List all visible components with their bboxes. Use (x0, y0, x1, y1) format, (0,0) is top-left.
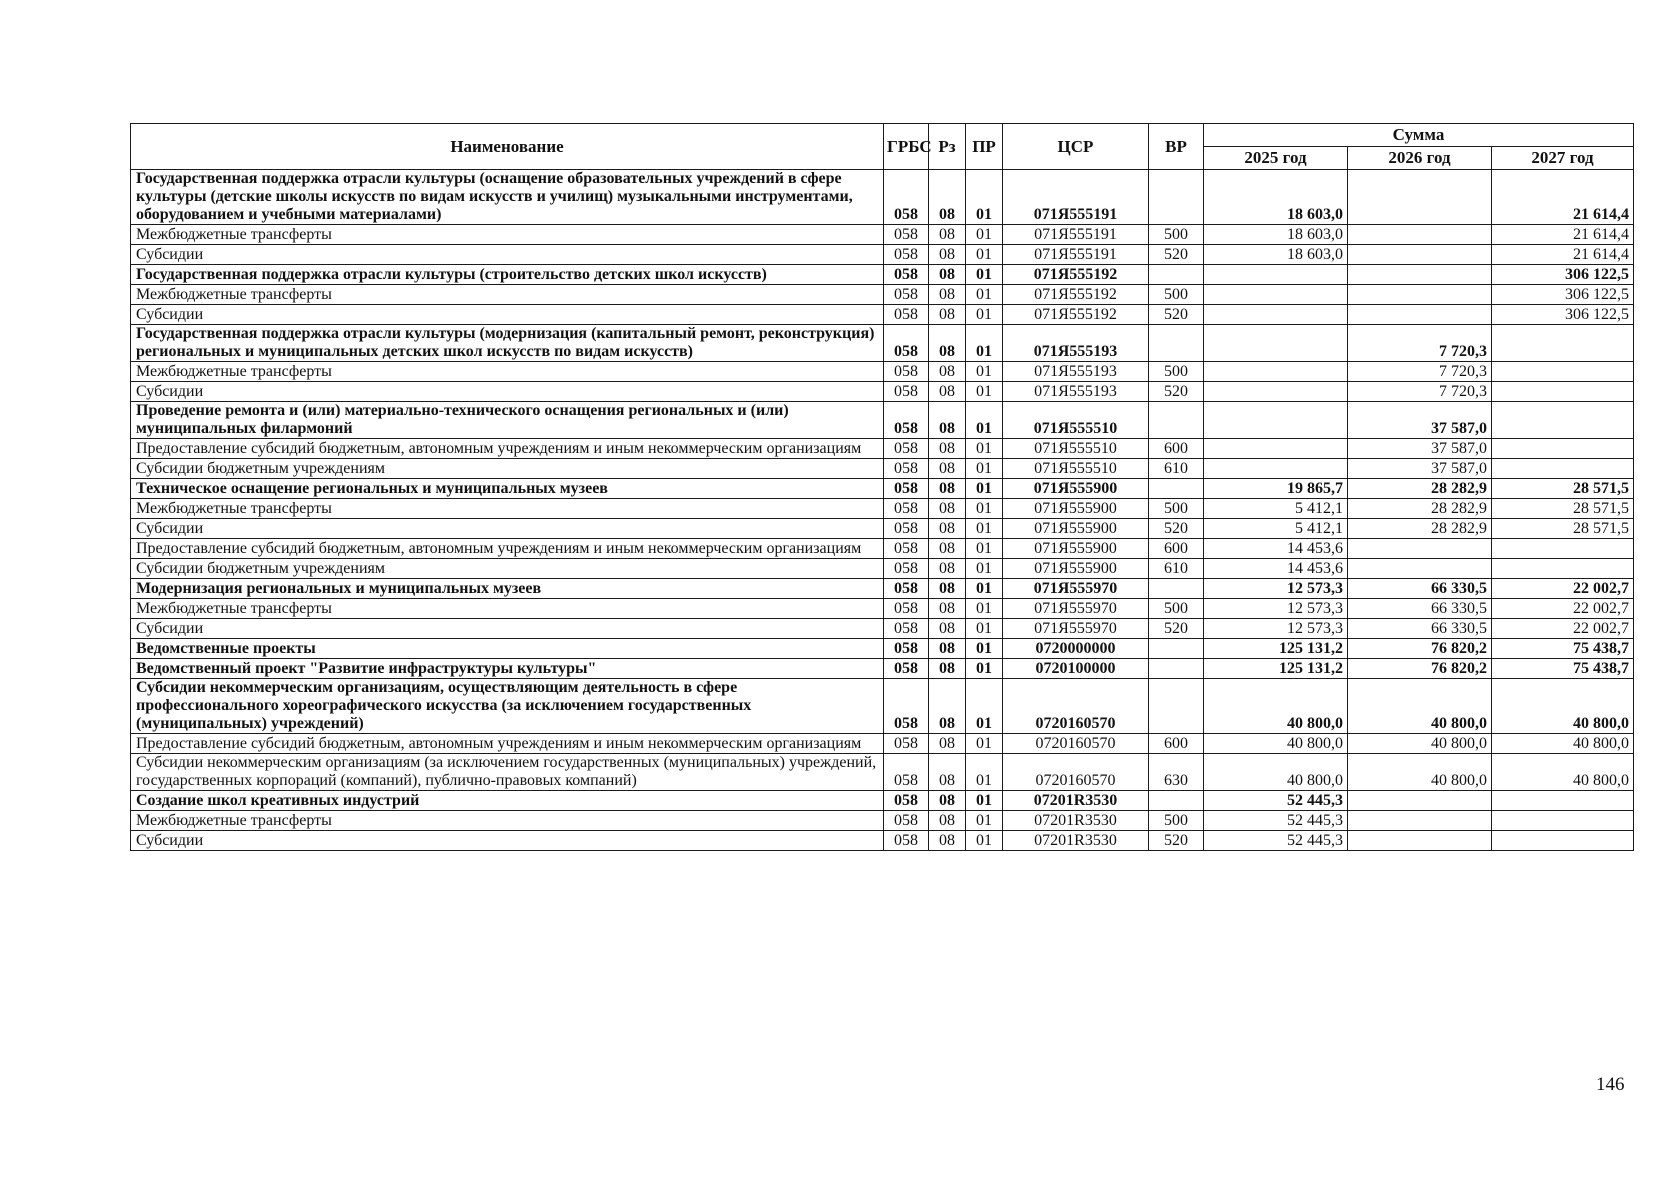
cell-rz: 08 (929, 170, 966, 225)
cell-y2026: 37 587,0 (1348, 459, 1492, 479)
cell-y2026: 37 587,0 (1348, 402, 1492, 439)
header-name: Наименование (131, 124, 884, 170)
cell-y2027: 40 800,0 (1492, 754, 1634, 791)
cell-pr: 01 (966, 639, 1003, 659)
cell-rz: 08 (929, 439, 966, 459)
cell-name: Государственная поддержка отрасли культуры (модернизация (капитальный ремонт, реконструкция) региональных и муниципальных детских школ искусств по видам искусств) (131, 325, 884, 362)
cell-csr: 071Я555900 (1003, 559, 1149, 579)
cell-y2027: 21 614,4 (1492, 245, 1634, 265)
cell-y2027: 306 122,5 (1492, 265, 1634, 285)
cell-y2025: 12 573,3 (1204, 599, 1348, 619)
cell-name: Предоставление субсидий бюджетным, автономным учреждениям и иным некоммерческим организациям (131, 734, 884, 754)
table-row (131, 831, 1634, 851)
cell-csr: 071Я555510 (1003, 439, 1149, 459)
table-row (131, 439, 1634, 459)
budget-table (130, 123, 1634, 851)
cell-y2026 (1348, 285, 1492, 305)
cell-grbs: 058 (884, 619, 929, 639)
cell-csr: 0720000000 (1003, 639, 1149, 659)
cell-rz: 08 (929, 559, 966, 579)
cell-grbs: 058 (884, 831, 929, 851)
cell-y2025 (1204, 402, 1348, 439)
cell-rz: 08 (929, 734, 966, 754)
cell-y2025: 18 603,0 (1204, 245, 1348, 265)
cell-y2026: 40 800,0 (1348, 734, 1492, 754)
cell-rz: 08 (929, 225, 966, 245)
cell-csr: 071Я555191 (1003, 170, 1149, 225)
table-row (131, 579, 1634, 599)
cell-y2027: 21 614,4 (1492, 170, 1634, 225)
cell-vr (1149, 579, 1204, 599)
cell-grbs: 058 (884, 402, 929, 439)
cell-name: Проведение ремонта и (или) материально-технического оснащения региональных и (или) муниципальных филармоний (131, 402, 884, 439)
cell-y2027 (1492, 831, 1634, 851)
cell-y2026 (1348, 225, 1492, 245)
cell-grbs: 058 (884, 439, 929, 459)
cell-vr: 520 (1149, 382, 1204, 402)
cell-y2026 (1348, 831, 1492, 851)
cell-y2025: 5 412,1 (1204, 499, 1348, 519)
cell-y2026 (1348, 791, 1492, 811)
cell-rz: 08 (929, 459, 966, 479)
cell-name: Государственная поддержка отрасли культуры (оснащение образовательных учреждений в сфере культуры (детские школы искусств по видам искусств и училищ) музыкальными инструментами, оборудованием и учебными материалами) (131, 170, 884, 225)
cell-grbs: 058 (884, 639, 929, 659)
cell-y2027 (1492, 402, 1634, 439)
cell-rz: 08 (929, 811, 966, 831)
cell-y2027 (1492, 559, 1634, 579)
cell-csr: 071Я555191 (1003, 245, 1149, 265)
table-row (131, 599, 1634, 619)
table-row (131, 619, 1634, 639)
cell-y2027 (1492, 791, 1634, 811)
table-body (131, 170, 1634, 851)
table-row (131, 734, 1634, 754)
cell-name: Субсидии (131, 831, 884, 851)
cell-y2026: 76 820,2 (1348, 639, 1492, 659)
header-year-2027: 2027 год (1492, 147, 1634, 170)
cell-y2025: 14 453,6 (1204, 559, 1348, 579)
cell-y2026 (1348, 265, 1492, 285)
table-row (131, 225, 1634, 245)
cell-vr: 500 (1149, 599, 1204, 619)
cell-rz: 08 (929, 831, 966, 851)
cell-vr: 520 (1149, 245, 1204, 265)
cell-vr: 500 (1149, 811, 1204, 831)
table-row (131, 305, 1634, 325)
cell-rz: 08 (929, 382, 966, 402)
cell-csr: 07201R3530 (1003, 791, 1149, 811)
cell-vr (1149, 170, 1204, 225)
cell-y2027 (1492, 811, 1634, 831)
cell-rz: 08 (929, 325, 966, 362)
cell-vr: 630 (1149, 754, 1204, 791)
cell-y2025: 52 445,3 (1204, 791, 1348, 811)
cell-rz: 08 (929, 245, 966, 265)
cell-grbs: 058 (884, 170, 929, 225)
cell-y2025 (1204, 265, 1348, 285)
cell-grbs: 058 (884, 382, 929, 402)
header-grbs: ГРБС (884, 124, 929, 170)
cell-grbs: 058 (884, 734, 929, 754)
cell-name: Межбюджетные трансферты (131, 285, 884, 305)
cell-vr: 500 (1149, 285, 1204, 305)
cell-grbs: 058 (884, 579, 929, 599)
cell-pr: 01 (966, 791, 1003, 811)
cell-rz: 08 (929, 479, 966, 499)
cell-csr: 071Я555970 (1003, 619, 1149, 639)
cell-csr: 0720100000 (1003, 659, 1149, 679)
cell-y2025 (1204, 459, 1348, 479)
cell-y2025: 14 453,6 (1204, 539, 1348, 559)
cell-y2026 (1348, 539, 1492, 559)
cell-y2025 (1204, 382, 1348, 402)
table-row (131, 791, 1634, 811)
cell-y2025: 125 131,2 (1204, 639, 1348, 659)
cell-rz: 08 (929, 599, 966, 619)
cell-name: Ведомственные проекты (131, 639, 884, 659)
cell-y2027: 22 002,7 (1492, 599, 1634, 619)
cell-name: Межбюджетные трансферты (131, 225, 884, 245)
cell-rz: 08 (929, 791, 966, 811)
cell-csr: 071Я555193 (1003, 325, 1149, 362)
cell-grbs: 058 (884, 499, 929, 519)
table-row (131, 245, 1634, 265)
cell-csr: 071Я555900 (1003, 539, 1149, 559)
table-row (131, 754, 1634, 791)
cell-pr: 01 (966, 579, 1003, 599)
cell-y2027 (1492, 439, 1634, 459)
cell-grbs: 058 (884, 659, 929, 679)
cell-y2026: 7 720,3 (1348, 325, 1492, 362)
cell-name: Ведомственный проект "Развитие инфраструктуры культуры" (131, 659, 884, 679)
cell-vr (1149, 402, 1204, 439)
table-row (131, 539, 1634, 559)
cell-name: Субсидии бюджетным учреждениям (131, 559, 884, 579)
cell-name: Техническое оснащение региональных и муниципальных музеев (131, 479, 884, 499)
cell-rz: 08 (929, 265, 966, 285)
cell-name: Межбюджетные трансферты (131, 599, 884, 619)
cell-y2027: 21 614,4 (1492, 225, 1634, 245)
cell-name: Субсидии некоммерческим организациям, осуществляющим деятельность в сфере профессионального хореографического искусства (за исключением государственных (муниципальных) учреждений) (131, 679, 884, 734)
cell-name: Субсидии (131, 519, 884, 539)
cell-grbs: 058 (884, 754, 929, 791)
cell-vr: 520 (1149, 831, 1204, 851)
table-row (131, 459, 1634, 479)
cell-pr: 01 (966, 459, 1003, 479)
cell-rz: 08 (929, 402, 966, 439)
cell-pr: 01 (966, 225, 1003, 245)
cell-csr: 0720160570 (1003, 754, 1149, 791)
cell-y2025 (1204, 362, 1348, 382)
header-pr: ПР (966, 124, 1003, 170)
cell-y2025: 18 603,0 (1204, 225, 1348, 245)
table-row (131, 325, 1634, 362)
cell-name: Межбюджетные трансферты (131, 499, 884, 519)
cell-y2026: 76 820,2 (1348, 659, 1492, 679)
cell-csr: 071Я555900 (1003, 519, 1149, 539)
cell-y2026: 7 720,3 (1348, 362, 1492, 382)
cell-y2026: 28 282,9 (1348, 479, 1492, 499)
cell-y2027: 40 800,0 (1492, 679, 1634, 734)
cell-grbs: 058 (884, 285, 929, 305)
cell-name: Предоставление субсидий бюджетным, автономным учреждениям и иным некоммерческим организациям (131, 539, 884, 559)
cell-rz: 08 (929, 519, 966, 539)
cell-pr: 01 (966, 599, 1003, 619)
table-row (131, 170, 1634, 225)
cell-rz: 08 (929, 659, 966, 679)
cell-y2027: 75 438,7 (1492, 639, 1634, 659)
cell-csr: 071Я555900 (1003, 479, 1149, 499)
cell-name: Предоставление субсидий бюджетным, автономным учреждениям и иным некоммерческим организациям (131, 439, 884, 459)
cell-csr: 0720160570 (1003, 734, 1149, 754)
table-row (131, 265, 1634, 285)
cell-y2025 (1204, 439, 1348, 459)
cell-rz: 08 (929, 362, 966, 382)
cell-vr (1149, 265, 1204, 285)
cell-pr: 01 (966, 499, 1003, 519)
cell-grbs: 058 (884, 325, 929, 362)
cell-vr: 600 (1149, 539, 1204, 559)
cell-pr: 01 (966, 559, 1003, 579)
cell-y2027 (1492, 539, 1634, 559)
cell-csr: 071Я555970 (1003, 579, 1149, 599)
cell-y2026 (1348, 811, 1492, 831)
cell-y2027: 28 571,5 (1492, 499, 1634, 519)
cell-name: Государственная поддержка отрасли культуры (строительство детских школ искусств) (131, 265, 884, 285)
table-row (131, 519, 1634, 539)
cell-csr: 071Я555900 (1003, 499, 1149, 519)
cell-y2026: 66 330,5 (1348, 599, 1492, 619)
cell-y2025: 52 445,3 (1204, 811, 1348, 831)
cell-vr: 610 (1149, 459, 1204, 479)
cell-y2025: 125 131,2 (1204, 659, 1348, 679)
cell-vr (1149, 791, 1204, 811)
cell-pr: 01 (966, 754, 1003, 791)
cell-y2025: 18 603,0 (1204, 170, 1348, 225)
cell-y2027 (1492, 382, 1634, 402)
cell-vr: 520 (1149, 619, 1204, 639)
cell-pr: 01 (966, 831, 1003, 851)
cell-y2025 (1204, 325, 1348, 362)
cell-rz: 08 (929, 579, 966, 599)
cell-grbs: 058 (884, 679, 929, 734)
cell-grbs: 058 (884, 559, 929, 579)
cell-name: Субсидии (131, 382, 884, 402)
cell-name: Создание школ креативных индустрий (131, 791, 884, 811)
cell-grbs: 058 (884, 245, 929, 265)
cell-grbs: 058 (884, 305, 929, 325)
header-vr: ВР (1149, 124, 1204, 170)
cell-rz: 08 (929, 639, 966, 659)
cell-rz: 08 (929, 499, 966, 519)
cell-pr: 01 (966, 265, 1003, 285)
table-row (131, 811, 1634, 831)
cell-csr: 071Я555970 (1003, 599, 1149, 619)
cell-y2026: 7 720,3 (1348, 382, 1492, 402)
cell-y2026: 66 330,5 (1348, 579, 1492, 599)
cell-csr: 07201R3530 (1003, 831, 1149, 851)
cell-name: Субсидии (131, 305, 884, 325)
cell-y2025: 40 800,0 (1204, 754, 1348, 791)
cell-grbs: 058 (884, 811, 929, 831)
cell-vr: 600 (1149, 734, 1204, 754)
table-row (131, 402, 1634, 439)
table-row (131, 285, 1634, 305)
cell-rz: 08 (929, 305, 966, 325)
cell-csr: 071Я555193 (1003, 362, 1149, 382)
cell-rz: 08 (929, 754, 966, 791)
cell-y2025: 5 412,1 (1204, 519, 1348, 539)
cell-grbs: 058 (884, 265, 929, 285)
cell-name: Субсидии (131, 245, 884, 265)
cell-y2026: 40 800,0 (1348, 754, 1492, 791)
cell-vr (1149, 639, 1204, 659)
cell-rz: 08 (929, 285, 966, 305)
cell-name: Субсидии некоммерческим организациям (за исключением государственных (муниципальных) учреждений, государственных корпораций (компаний), публично-правовых компаний) (131, 754, 884, 791)
cell-y2027: 75 438,7 (1492, 659, 1634, 679)
cell-name: Субсидии бюджетным учреждениям (131, 459, 884, 479)
cell-y2026 (1348, 305, 1492, 325)
cell-y2025 (1204, 285, 1348, 305)
cell-name: Межбюджетные трансферты (131, 811, 884, 831)
cell-vr (1149, 679, 1204, 734)
cell-pr: 01 (966, 539, 1003, 559)
table-row (131, 659, 1634, 679)
table-row (131, 679, 1634, 734)
cell-vr: 500 (1149, 225, 1204, 245)
header-row-1 (131, 124, 1634, 147)
cell-y2027: 306 122,5 (1492, 305, 1634, 325)
table-row (131, 559, 1634, 579)
page-number: 146 (1596, 1074, 1625, 1095)
cell-y2026: 28 282,9 (1348, 519, 1492, 539)
table-row (131, 639, 1634, 659)
cell-grbs: 058 (884, 479, 929, 499)
cell-pr: 01 (966, 305, 1003, 325)
cell-csr: 071Я555193 (1003, 382, 1149, 402)
cell-y2027 (1492, 459, 1634, 479)
cell-y2026: 37 587,0 (1348, 439, 1492, 459)
cell-csr: 071Я555191 (1003, 225, 1149, 245)
cell-pr: 01 (966, 619, 1003, 639)
table-row (131, 362, 1634, 382)
cell-pr: 01 (966, 811, 1003, 831)
cell-grbs: 058 (884, 362, 929, 382)
cell-csr: 071Я555192 (1003, 285, 1149, 305)
cell-csr: 071Я555510 (1003, 402, 1149, 439)
cell-vr: 520 (1149, 305, 1204, 325)
cell-vr (1149, 479, 1204, 499)
cell-pr: 01 (966, 659, 1003, 679)
cell-pr: 01 (966, 362, 1003, 382)
cell-y2026: 66 330,5 (1348, 619, 1492, 639)
cell-rz: 08 (929, 679, 966, 734)
cell-vr (1149, 325, 1204, 362)
cell-pr: 01 (966, 734, 1003, 754)
cell-grbs: 058 (884, 459, 929, 479)
header-year-2026: 2026 год (1348, 147, 1492, 170)
cell-name: Модернизация региональных и муниципальных музеев (131, 579, 884, 599)
cell-name: Межбюджетные трансферты (131, 362, 884, 382)
cell-y2026: 28 282,9 (1348, 499, 1492, 519)
cell-vr: 610 (1149, 559, 1204, 579)
header-year-2025: 2025 год (1204, 147, 1348, 170)
cell-y2025: 19 865,7 (1204, 479, 1348, 499)
cell-rz: 08 (929, 619, 966, 639)
cell-grbs: 058 (884, 539, 929, 559)
cell-y2025 (1204, 305, 1348, 325)
cell-y2026 (1348, 559, 1492, 579)
cell-y2027: 22 002,7 (1492, 619, 1634, 639)
cell-pr: 01 (966, 679, 1003, 734)
cell-y2027: 40 800,0 (1492, 734, 1634, 754)
cell-y2027 (1492, 325, 1634, 362)
cell-grbs: 058 (884, 791, 929, 811)
cell-y2025: 12 573,3 (1204, 619, 1348, 639)
cell-vr (1149, 659, 1204, 679)
cell-y2027: 306 122,5 (1492, 285, 1634, 305)
cell-grbs: 058 (884, 519, 929, 539)
cell-csr: 07201R3530 (1003, 811, 1149, 831)
header-rz: Рз (929, 124, 966, 170)
table-row (131, 499, 1634, 519)
cell-pr: 01 (966, 382, 1003, 402)
cell-y2025: 12 573,3 (1204, 579, 1348, 599)
cell-vr: 520 (1149, 519, 1204, 539)
cell-pr: 01 (966, 519, 1003, 539)
cell-rz: 08 (929, 539, 966, 559)
cell-pr: 01 (966, 402, 1003, 439)
cell-grbs: 058 (884, 225, 929, 245)
cell-pr: 01 (966, 479, 1003, 499)
cell-name: Субсидии (131, 619, 884, 639)
cell-y2025: 40 800,0 (1204, 734, 1348, 754)
header-sum: Сумма (1204, 124, 1634, 147)
table-row (131, 479, 1634, 499)
cell-y2026 (1348, 245, 1492, 265)
cell-vr: 500 (1149, 499, 1204, 519)
cell-vr: 600 (1149, 439, 1204, 459)
header-csr: ЦСР (1003, 124, 1149, 170)
cell-y2026 (1348, 170, 1492, 225)
cell-y2027: 22 002,7 (1492, 579, 1634, 599)
cell-y2025: 52 445,3 (1204, 831, 1348, 851)
cell-csr: 071Я555510 (1003, 459, 1149, 479)
cell-pr: 01 (966, 285, 1003, 305)
cell-y2027: 28 571,5 (1492, 479, 1634, 499)
cell-pr: 01 (966, 325, 1003, 362)
cell-csr: 071Я555192 (1003, 305, 1149, 325)
cell-y2025: 40 800,0 (1204, 679, 1348, 734)
cell-pr: 01 (966, 170, 1003, 225)
cell-grbs: 058 (884, 599, 929, 619)
cell-y2027: 28 571,5 (1492, 519, 1634, 539)
table-row (131, 382, 1634, 402)
cell-csr: 071Я555192 (1003, 265, 1149, 285)
cell-y2027 (1492, 362, 1634, 382)
cell-pr: 01 (966, 245, 1003, 265)
cell-vr: 500 (1149, 362, 1204, 382)
cell-csr: 0720160570 (1003, 679, 1149, 734)
cell-pr: 01 (966, 439, 1003, 459)
cell-y2026: 40 800,0 (1348, 679, 1492, 734)
